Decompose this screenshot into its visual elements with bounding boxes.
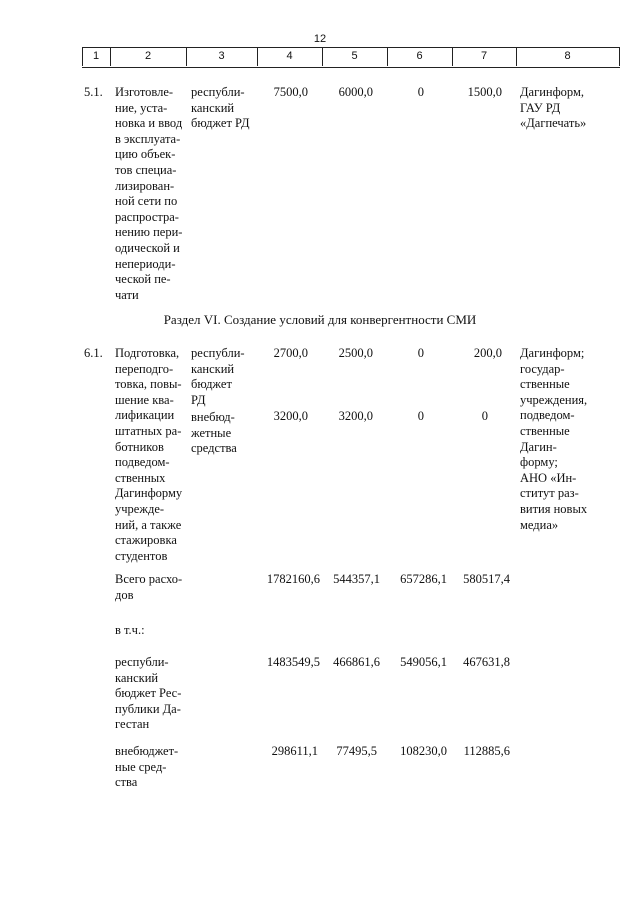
measure-name: Подготовка, переподго- товка, повы- шение ква- лификации штатных ра- ботников подведом- ственных Дагинформу учрежде- ний, а также стажировка студентов bbox=[115, 346, 183, 563]
value-year-2: 0 bbox=[417, 85, 424, 99]
column-number: 4 bbox=[286, 50, 293, 62]
value-year-3: 1500,0 bbox=[467, 85, 502, 99]
row-number: 6.1. bbox=[84, 346, 103, 360]
totals-total: 1782160,6 bbox=[266, 572, 320, 586]
value-total: 3200,0 bbox=[273, 409, 308, 423]
executor: Дагинформ, ГАУ РД «Дагпечать» bbox=[520, 85, 587, 131]
value-year-1: 2500,0 bbox=[338, 346, 373, 360]
page-number: 12 bbox=[313, 33, 327, 45]
measure-name: Изготовле- ние, уста- новка и ввод в эксплуата- цию объек- тов специа- лизирован- ной сети по распростра- нению пери- одической и непериоди- ческой пе- чати bbox=[115, 85, 183, 302]
executor: Дагинформ; государ- ственные учреждения, подведом- ственные Дагин- форму; АНО «Ин- ститут раз- вития новых медиа» bbox=[520, 346, 588, 532]
row-number: 5.1. bbox=[84, 85, 103, 99]
header-divider bbox=[619, 47, 620, 66]
offbudget-year-2: 108230,0 bbox=[400, 744, 447, 758]
republic-total: 1483549,5 bbox=[266, 655, 320, 669]
column-number: 2 bbox=[144, 50, 152, 62]
offbudget-year-1: 77495,5 bbox=[336, 744, 377, 758]
totals-year-1: 544357,1 bbox=[333, 572, 380, 586]
column-number: 3 bbox=[218, 50, 225, 62]
value-year-2: 0 bbox=[417, 409, 424, 423]
totals-year-3: 580517,4 bbox=[463, 572, 510, 586]
offbudget-year-3: 112885,6 bbox=[463, 744, 510, 758]
offbudget-label: внебюджет- ные сред- ства bbox=[115, 744, 179, 790]
republic-year-2: 549056,1 bbox=[400, 655, 447, 669]
funding-source: республи- канский бюджет РД bbox=[191, 346, 245, 407]
column-number: 1 bbox=[92, 50, 100, 62]
column-number: 6 bbox=[416, 50, 423, 62]
value-year-1: 6000,0 bbox=[338, 85, 373, 99]
column-number: 5 bbox=[351, 50, 358, 62]
funding-source: республи- канский бюджет РД bbox=[191, 85, 250, 131]
republic-year-3: 467631,8 bbox=[463, 655, 510, 669]
including-label: в т.ч.: bbox=[115, 623, 145, 637]
value-year-3: 0 bbox=[481, 409, 488, 423]
totals-label: Всего расхо- дов bbox=[115, 572, 183, 602]
value-year-1: 3200,0 bbox=[338, 409, 373, 423]
republic-budget-label: республи- канский бюджет Рес- публики Да- гестан bbox=[115, 655, 182, 732]
funding-source: внебюд- жетные средства bbox=[191, 410, 237, 456]
section-title: Раздел VI. Создание условий для конвергентности СМИ bbox=[163, 312, 477, 327]
column-number: 7 bbox=[480, 50, 488, 62]
value-total: 2700,0 bbox=[273, 346, 308, 360]
republic-year-1: 466861,6 bbox=[333, 655, 380, 669]
value-year-2: 0 bbox=[417, 346, 424, 360]
offbudget-total: 298611,1 bbox=[271, 744, 318, 758]
value-year-3: 200,0 bbox=[473, 346, 502, 360]
totals-year-2: 657286,1 bbox=[400, 572, 447, 586]
value-total: 7500,0 bbox=[273, 85, 308, 99]
column-number: 8 bbox=[564, 50, 571, 62]
